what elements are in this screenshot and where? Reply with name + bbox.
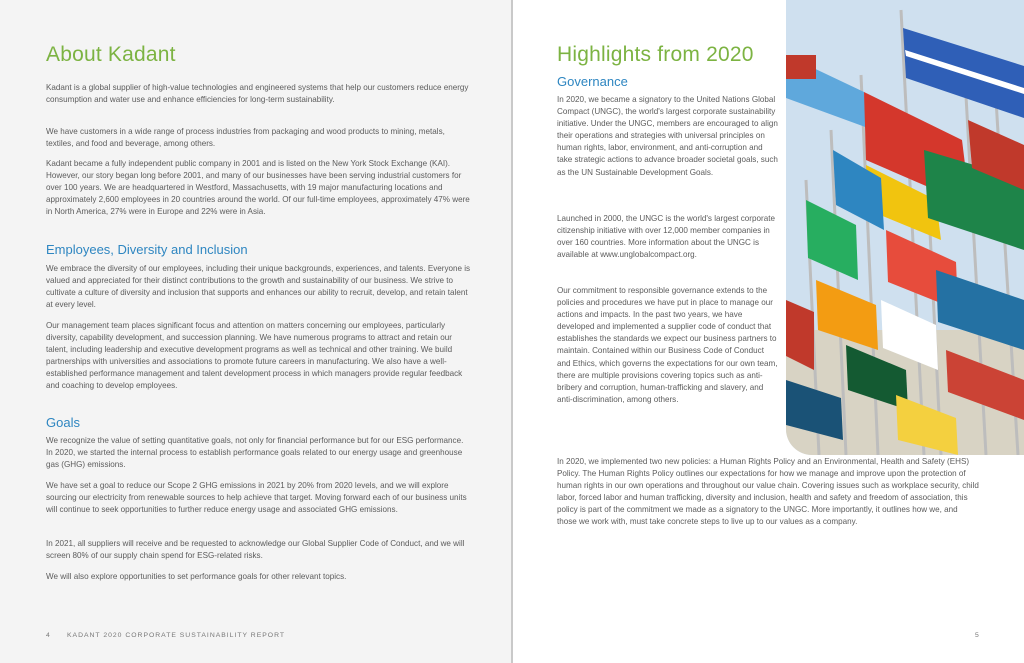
flags-illustration — [786, 0, 1024, 455]
left-page — [0, 0, 511, 663]
section-heading-governance: Governance — [557, 74, 628, 89]
flags-photo — [786, 0, 1024, 455]
intro-paragraph-2: We have customers in a wide range of process industries from packaging and wood products to mining, metals, textiles, and food and beverage, among others. — [46, 127, 445, 149]
section-heading-diversity: Employees, Diversity and Inclusion — [46, 242, 248, 257]
governance-paragraph-4: In 2020, we implemented two new policies: a Human Rights Policy and an Environmental, Health and Safety (EHS) Policy. The Human Rights Policy outlines our expectations for how we manage and improve upon the protection of human rights in our own operations and throughout our value chain. Covering issues such as workplace security, child labor, forced labor and human trafficking, diversity and inclusion, health and safety and freedom of association, this policy is part of the commitment we made as a signatory to the UNGC. More importantly, it outlines how we, and those we work with, must take concrete steps to live up to our values as a company. — [557, 457, 979, 527]
goals-paragraph-4: We will also explore opportunities to set performance goals for other relevant topics. — [46, 572, 347, 581]
goals-paragraph-2: We have set a goal to reduce our Scope 2 GHG emissions in 2021 by 20% from 2020 levels, and we will explore sourcing our electricity from renewable sources to help achieve that target. Moving forward each of our business units will continue to seek opportunities to further reduce energy usage and associated GHG emissions. — [46, 481, 467, 515]
page-number-right: 5 — [975, 632, 980, 639]
section-heading-goals: Goals — [46, 415, 80, 430]
page-title: About Kadant — [46, 43, 176, 66]
intro-paragraph-3: Kadant became a fully independent public company in 2001 and is listed on the New York Stock Exchange (KAI). However, our story began long before 2001, and many of our businesses have been serving industrial customers for over 100 years. We are headquartered in Westford, Massachusetts, with 19 major manufacturing locations and approximately 2,600 employees in 20 countries around the world. Of our full-time employees, approximately 47% were in North America, 27% were in Europe and 22% were in Asia. — [46, 159, 470, 217]
report-title-footer: KADANT 2020 CORPORATE SUSTAINABILITY REPORT — [67, 632, 286, 639]
diversity-paragraph-2: Our management team places significant focus and attention on matters concerning our employees, particularly diversity, capability development, and succession planning. We have numerous programs to attract and retain our talent, including leadership and executive development programs as well as technical and other training. We build partnerships with universities and associations to promote future careers in manufacturing. We also have a well-established performance management and talent development process in which managers provide regular feedback and coaching to develop employees. — [46, 321, 463, 391]
goals-paragraph-1: We recognize the value of setting quantitative goals, not only for financial performance but for our ESG performance. In 2020, we started the internal process to establish performance goals related to our energy usage and greenhouse gas (GHG) emissions. — [46, 436, 464, 470]
highlights-title: Highlights from 2020 — [557, 43, 754, 66]
goals-paragraph-3: In 2021, all suppliers will receive and be requested to acknowledge our Global Supplier Code of Conduct, and we will screen 80% of our supply chain spend for ESG-related risks. — [46, 539, 465, 561]
intro-paragraph-1: Kadant is a global supplier of high-value technologies and engineered systems that help our customers reduce energy consumption and water use and enhance efficiencies for long-term sustainability. — [46, 83, 469, 105]
page-number: 4 — [46, 632, 51, 639]
governance-paragraph-2: Launched in 2000, the UNGC is the world's largest corporate citizenship initiative with over 12,000 member companies in over 160 countries. More information about the UNGC is available at www.unglobalcompact.org. — [557, 214, 775, 260]
right-page — [513, 0, 1024, 663]
governance-paragraph-1: In 2020, we became a signatory to the United Nations Global Compact (UNGC), the world's largest corporate sustainability initiative. Under the UNGC, members are encouraged to align their operations and strategies with universal principles on human rights, labor, environment, and anti-corruption and take strategic actions to advance broader societal goals, such as the UN Sustainable Development Goals. — [557, 95, 778, 177]
diversity-paragraph-1: We embrace the diversity of our employees, including their unique backgrounds, experiences, and talents. Everyone is valued and appreciated for their distinct contributions to the growth and sustainability of our business. We strive to cultivate a culture of diversity and inclusion that supports and enhances our ability to recruit, develop, and retain talent at every level. — [46, 264, 471, 310]
governance-paragraph-3: Our commitment to responsible governance extends to the policies and procedures we have put in place to manage our actions and impacts. In the past two years, we have developed and implemented a supplier code of conduct that establishes the standards we expect our business partners to maintain. Contained within our Business Code of Conduct and Ethics, which governs the expectations for our own team, there are multiple provisions covering topics such as anti-bribery and corruption, human-trafficking and slavery, and anti-discrimination, among others. — [557, 286, 778, 404]
